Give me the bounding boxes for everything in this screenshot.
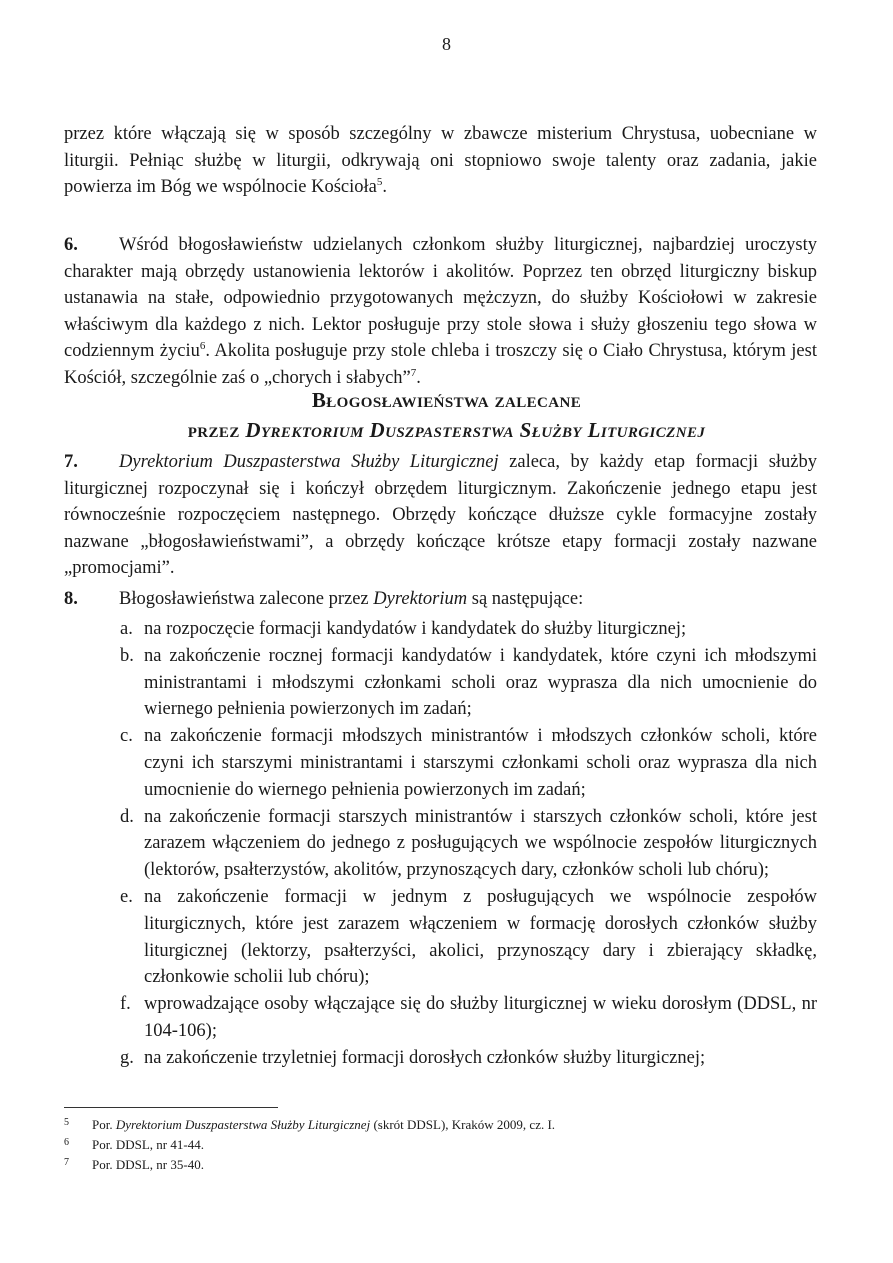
list-marker: b. (120, 645, 134, 666)
list-marker: a. (120, 619, 133, 639)
list-item (120, 884, 817, 991)
list-item-text: na rozpoczęcie formacji kandydatów i kandydatek do służby liturgicznej; (144, 619, 687, 639)
page-number: 8 (442, 34, 451, 54)
list-item (120, 1045, 817, 1072)
list-item-text: na zakończenie formacji starszych ministrantów i starszych członków scholi, które jest zarazem włączeniem do jednego z posługujących we wspólnocie zespołów liturgicznych (lektorów, psałterzystów, akolitów, przynoszących dary, członków scholi lub chóru); (144, 806, 817, 881)
paragraph-6-end: . (416, 367, 421, 388)
list-item-text: na zakończenie trzyletniej formacji dorosłych członków służby liturgicznej; (144, 1047, 706, 1068)
footnote-ref-6[interactable]: 6 (199, 339, 206, 352)
footnote-prefix: Por. DDSL, nr 35-40. (92, 1157, 204, 1172)
list-item (120, 991, 817, 1045)
paragraph-8-text-a: Błogosławieństwa zalecone przez (119, 589, 374, 609)
list-item-text: na zakończenie rocznej formacji kandydatów i kandydatek, które czyni ich młodszymi ministrantami i młodszymi członkami scholi oraz wyprasza dla nich umocnienie do wiernego pełnienia powierzonych im zadań; (144, 645, 817, 720)
paragraph-7-title: Dyrektorium Duszpasterstwa Służby Liturgicznej (119, 452, 499, 472)
footnote-mark: 5 (64, 1117, 69, 1128)
list-marker: g. (120, 1047, 134, 1068)
paragraph-6-text-a: Wśród błogosławieństw udzielanych członkom służby liturgicznej, najbardziej uroczysty charakter mają obrzędy ustanowienia lektorów i akolitów. Poprzez ten obrzęd liturgiczny biskup ustanawia na stałe, odpowiednio przygotowanych mężczyzn, do służby Kościołowi w zakresie właściwym dla każdego z nich. Lektor posługuje przy stole słowa i służy głoszeniu tego słowa w codziennym życiu (64, 235, 817, 361)
paragraph-6 (64, 232, 817, 391)
footnote-7 (64, 1156, 817, 1174)
list-marker: d. (120, 806, 134, 827)
blessings-list (120, 616, 817, 1072)
footnote-prefix: Por. (92, 1117, 116, 1132)
footnote-ref-5[interactable]: 5 (376, 175, 383, 188)
heading-line-2 (0, 415, 893, 445)
intro-paragraph (64, 121, 817, 201)
footnote-rest: (skrót DDSL), Kraków 2009, cz. I. (370, 1117, 556, 1132)
paragraph-8-title: Dyrektorium (373, 589, 468, 609)
list-item (120, 723, 817, 803)
footnote-prefix: Por. DDSL, nr 41-44. (92, 1137, 204, 1152)
list-marker: e. (120, 886, 133, 907)
paragraph-6-text-b: . Akolita posługuje przy stole chleba i troszczy się o Ciało Chrystusa, którym jest Kościół, szczególnie zaś o „chorych i słabych” (64, 341, 817, 388)
list-item-text: wprowadzające osoby włączające się do służby liturgicznej w wieku dorosłym (DDSL, nr 104-106); (144, 994, 817, 1041)
paragraph-number: 6. (64, 235, 78, 255)
section-heading (0, 385, 893, 445)
footnote-mark: 7 (64, 1157, 69, 1168)
footnote-6 (64, 1136, 817, 1154)
heading-prefix: przez (187, 418, 246, 442)
paragraph-number: 7. (64, 452, 78, 472)
footnote-5 (64, 1116, 817, 1134)
list-marker: f. (120, 994, 131, 1015)
heading-line-1: Błogosławieństwa zalecane (311, 388, 582, 412)
footnotes (64, 1116, 817, 1176)
footnote-title: Dyrektorium Duszpasterstwa Służby Liturgicznej (115, 1117, 371, 1132)
paragraph-7-text: zaleca, by każdy etap formacji służby liturgicznej rozpoczynał się i kończył obrzędem liturgicznym. Zakończenie jednego etapu jest równocześnie rozpoczęciem następnego. Obrzędy kończące dłuższe cykle formacyjne zostały nazwane „błogosławieństwami”, a obrzędy kończące krótsze etapy formacji zostały nazwane „promocjami”. (64, 452, 817, 578)
paragraph-7 (64, 449, 817, 582)
intro-end: . (382, 177, 388, 197)
intro-text: przez które włączają się w sposób szczególny w zbawcze misterium Chrystusa, uobecniane w liturgii. Pełniąc służbę w liturgii, odkrywają oni stopniowo swoje talenty oraz zadania, jakie powierza im Bóg we wspólnocie Kościoła (64, 124, 817, 197)
paragraph-8-text-b: są następujące: (467, 589, 584, 609)
footnote-ref-7[interactable]: 7 (410, 366, 417, 379)
heading-title: Dyrektorium Duszpasterstwa Służby Liturgicznej (245, 418, 706, 442)
list-item (120, 804, 817, 884)
list-marker: c. (120, 726, 133, 747)
list-item (120, 616, 817, 643)
list-item (120, 643, 817, 723)
footnote-mark: 6 (64, 1137, 69, 1148)
paragraph-number: 8. (64, 589, 78, 609)
list-item-text: na zakończenie formacji młodszych ministrantów i młodszych członków scholi, które czyni ich starszymi ministrantami i starszymi członkami scholi oraz wyprasza dla nich umocnienie do wiernego pełnienia powierzonych im zadań; (144, 726, 817, 800)
list-item-text: na zakończenie formacji w jednym z posługujących we wspólnocie zespołów liturgicznych, które jest zarazem włączeniem w formację dorosłych członków służby liturgicznej (lektorzy, psałterzyści, akolici, przynoszący dary i zbierający składkę, członkowie scholii lub chóru); (144, 886, 817, 988)
footnote-divider (64, 1107, 278, 1108)
paragraph-8 (64, 586, 817, 613)
